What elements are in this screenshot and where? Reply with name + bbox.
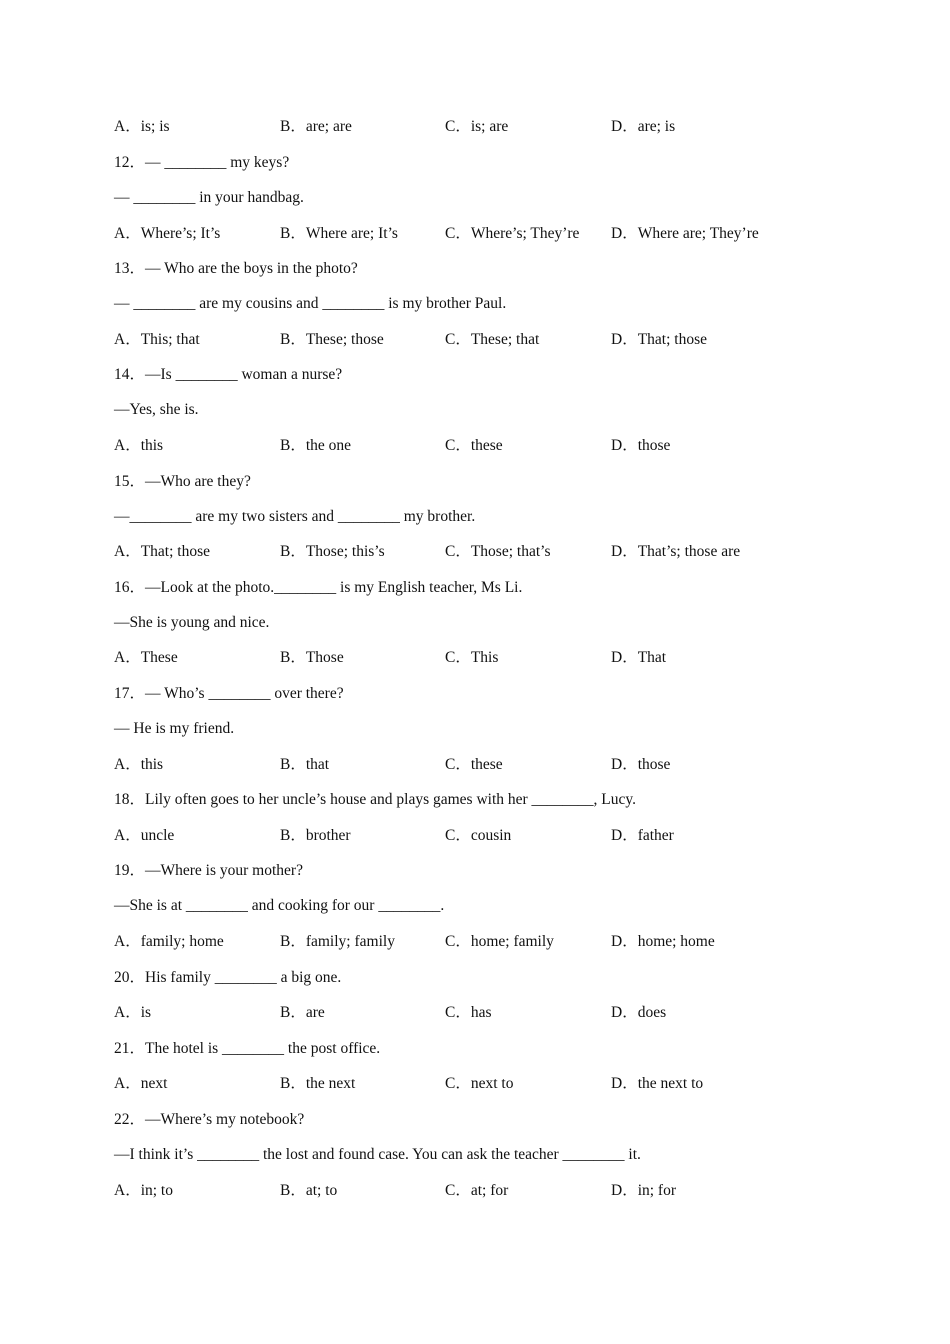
- option-b: B．Where are; It’s: [280, 225, 398, 242]
- option-c: C．at; for: [445, 1182, 509, 1199]
- option-b: B．Those; this’s: [280, 543, 385, 560]
- question-14-options: [114, 436, 874, 456]
- option-c: C．these: [445, 437, 503, 454]
- question-16-stem: 16．—Look at the photo.________ is my English teacher, Ms Li.: [114, 579, 523, 596]
- option-b: B．the next: [280, 1075, 356, 1092]
- question-12-stem: 12．— ________ my keys?: [114, 154, 290, 171]
- option-a: A．This; that: [114, 331, 200, 348]
- question-16-options: [114, 648, 874, 668]
- option-b: B．that: [280, 756, 330, 773]
- option-d: D．That: [611, 649, 667, 666]
- option-b: B．These; those: [280, 331, 384, 348]
- option-a: A．is: [114, 1004, 152, 1021]
- question-21-options: [114, 1074, 874, 1094]
- question-17-response: — He is my friend.: [114, 720, 235, 737]
- question-12-options: [114, 224, 874, 244]
- question-19-response: —She is at ________ and cooking for our ________.: [114, 897, 445, 914]
- option-c: C．These; that: [445, 331, 540, 348]
- question-19-options: [114, 932, 874, 952]
- option-c: C．home; family: [445, 933, 554, 950]
- option-a: A．in; to: [114, 1182, 173, 1199]
- option-d: D．those: [611, 437, 671, 454]
- option-d: D．those: [611, 756, 671, 773]
- option-d: D．father: [611, 827, 674, 844]
- question-20-stem: 20．His family ________ a big one.: [114, 969, 342, 986]
- question-13-stem: 13．— Who are the boys in the photo?: [114, 260, 358, 277]
- option-c: C．is; are: [445, 118, 509, 135]
- option-a: A．is; is: [114, 118, 170, 135]
- question-14-response: —Yes, she is.: [114, 401, 199, 418]
- option-b: B．are; are: [280, 118, 352, 135]
- option-c: C．This: [445, 649, 499, 666]
- option-b: B．family; family: [280, 933, 395, 950]
- question-15-response: —________ are my two sisters and ________ my brother.: [114, 508, 476, 525]
- option-a: A．Where’s; It’s: [114, 225, 221, 242]
- option-b: B．the one: [280, 437, 352, 454]
- option-c: C．next to: [445, 1075, 514, 1092]
- option-d: D．in; for: [611, 1182, 677, 1199]
- option-a: A．this: [114, 756, 164, 773]
- question-12-response: — ________ in your handbag.: [114, 189, 304, 206]
- question-22-stem: 22．—Where’s my notebook?: [114, 1111, 305, 1128]
- question-22-options: [114, 1181, 874, 1201]
- option-d: D．does: [611, 1004, 667, 1021]
- question-18-options: [114, 826, 874, 846]
- option-d: D．That; those: [611, 331, 707, 348]
- option-d: D．home; home: [611, 933, 715, 950]
- question-13-options: [114, 330, 874, 350]
- question-17-options: [114, 755, 874, 775]
- question-15-stem: 15．—Who are they?: [114, 473, 251, 490]
- option-b: B．at; to: [280, 1182, 338, 1199]
- option-d: D．are; is: [611, 118, 676, 135]
- question-19-stem: 19．—Where is your mother?: [114, 862, 303, 879]
- question-18-stem: 18．Lily often goes to her uncle’s house and plays games with her ________, Lucy.: [114, 791, 637, 808]
- question-11-options: [114, 117, 874, 137]
- option-b: B．are: [280, 1004, 325, 1021]
- option-c: C．Those; that’s: [445, 543, 551, 560]
- option-d: D．the next to: [611, 1075, 704, 1092]
- question-22-response: —I think it’s ________ the lost and found case. You can ask the teacher ________ it.: [114, 1146, 641, 1163]
- option-b: B．brother: [280, 827, 351, 844]
- option-a: A．These: [114, 649, 178, 666]
- option-d: D．Where are; They’re: [611, 225, 759, 242]
- option-d: D．That’s; those are: [611, 543, 741, 560]
- option-a: A．next: [114, 1075, 168, 1092]
- option-a: A．uncle: [114, 827, 175, 844]
- option-b: B．Those: [280, 649, 344, 666]
- option-c: C．Where’s; They’re: [445, 225, 580, 242]
- question-17-stem: 17．— Who’s ________ over there?: [114, 685, 344, 702]
- option-a: A．That; those: [114, 543, 210, 560]
- question-20-options: [114, 1003, 874, 1023]
- question-16-response: —She is young and nice.: [114, 614, 270, 631]
- question-21-stem: 21．The hotel is ________ the post office.: [114, 1040, 381, 1057]
- option-a: A．this: [114, 437, 164, 454]
- option-c: C．has: [445, 1004, 492, 1021]
- option-c: C．cousin: [445, 827, 512, 844]
- option-c: C．these: [445, 756, 503, 773]
- question-14-stem: 14．—Is ________ woman a nurse?: [114, 366, 343, 383]
- question-13-response: — ________ are my cousins and ________ is my brother Paul.: [114, 295, 507, 312]
- option-a: A．family; home: [114, 933, 224, 950]
- question-15-options: [114, 542, 874, 562]
